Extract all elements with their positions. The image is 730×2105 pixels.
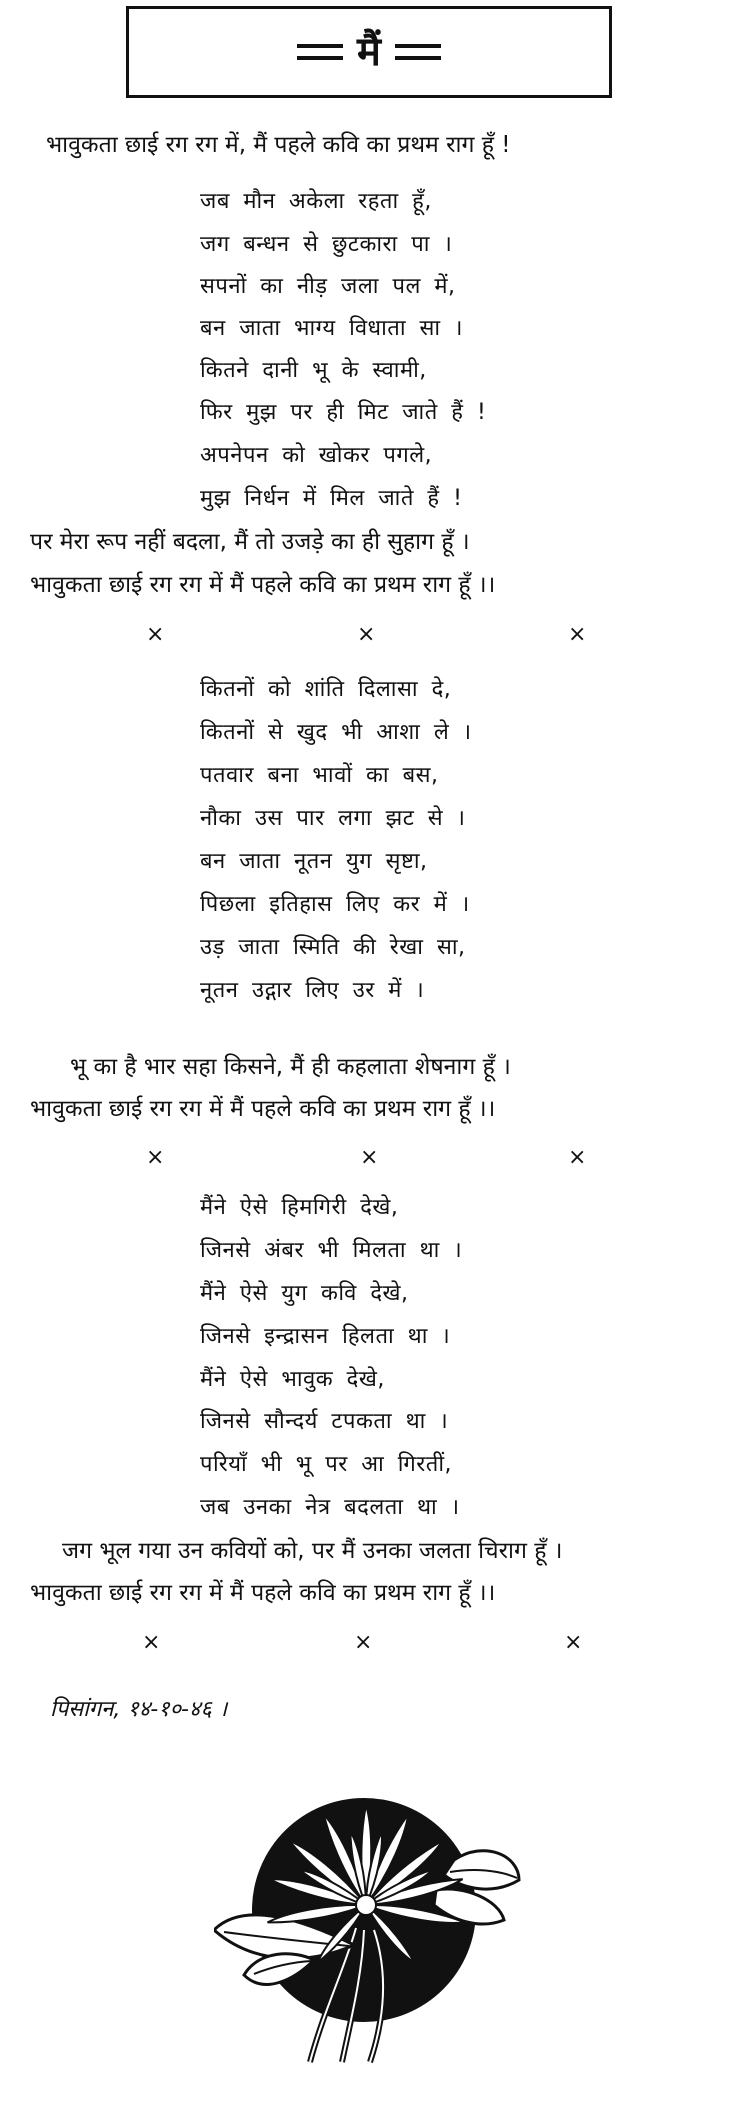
separator-mark: × bbox=[354, 1630, 373, 1655]
separator-mark: × bbox=[146, 622, 165, 647]
verse-line: नौका उस पार लगा झट से । bbox=[200, 806, 466, 831]
verse-line: जग बन्धन से छुटकारा पा । bbox=[200, 232, 453, 257]
place-date-signature: पिसांगन, १४-१०-४६ । bbox=[50, 1697, 228, 1722]
verse-line: पिछला इतिहास लिए कर में । bbox=[200, 892, 470, 917]
verse-line: परियाँ भी भू पर आ गिरतीं, bbox=[200, 1452, 453, 1477]
closing-line: पर मेरा रूप नहीं बदला, मैं तो उजड़े का ही सुहाग हूँ । bbox=[30, 529, 470, 555]
refrain-line: भावुकता छाई रग रग में मैं पहले कवि का प्रथम राग हूँ ।। bbox=[30, 1580, 496, 1606]
refrain-line: भावुकता छाई रग रग में मैं पहले कवि का प्रथम राग हूँ ।। bbox=[30, 1096, 496, 1122]
verse-line: बन जाता नूतन युग सृष्टा, bbox=[200, 849, 428, 874]
verse-line: पतवार बना भावों का बस, bbox=[200, 763, 439, 788]
title-dash-right bbox=[395, 44, 441, 60]
verse-line: जिनसे सौन्दर्य टपकता था । bbox=[200, 1409, 449, 1434]
verse-line: नूतन उद्गार लिए उर में । bbox=[200, 978, 425, 1003]
title-box bbox=[126, 6, 612, 98]
verse-line: जिनसे अंबर भी मिलता था । bbox=[200, 1238, 463, 1263]
verse-line: मैंने ऐसे हिमगिरी देखे, bbox=[200, 1195, 399, 1220]
verse-line: कितनों को शांति दिलासा दे, bbox=[200, 677, 452, 702]
closing-line: जग भूल गया उन कवियों को, पर मैं उनका जलता चिराग हूँ । bbox=[62, 1538, 563, 1564]
separator-mark: × bbox=[357, 622, 376, 647]
separator-mark: × bbox=[564, 1630, 583, 1655]
verse-line: बन जाता भाग्य विधाता सा । bbox=[200, 316, 463, 341]
refrain-line: भावुकता छाई रग रग में मैं पहले कवि का प्रथम राग हूँ ।। bbox=[30, 572, 496, 598]
verse-line: मैंने ऐसे युग कवि देखे, bbox=[200, 1281, 409, 1306]
title-dash-left bbox=[297, 44, 343, 60]
separator-mark: × bbox=[568, 622, 587, 647]
verse-line: मैंने ऐसे भावुक देखे, bbox=[200, 1367, 385, 1392]
verse-line: फिर मुझ पर ही मिट जाते हैं ! bbox=[200, 400, 487, 425]
verse-line: जब उनका नेत्र बदलता था । bbox=[200, 1495, 460, 1520]
flower-illustration-icon bbox=[214, 1770, 524, 2074]
poem-title: मैं bbox=[357, 29, 381, 75]
verse-line: जिनसे इन्द्रासन हिलता था । bbox=[200, 1324, 451, 1349]
refrain-line: भावुकता छाई रग रग में, मैं पहले कवि का प्रथम राग हूँ ! bbox=[46, 132, 511, 158]
separator-mark: × bbox=[146, 1145, 165, 1170]
verse-line: जब मौन अकेला रहता हूँ, bbox=[200, 189, 432, 214]
verse-line: कितनों से खुद भी आशा ले । bbox=[200, 720, 472, 745]
separator-mark: × bbox=[360, 1145, 379, 1170]
verse-line: उड़ जाता स्मिति की रेखा सा, bbox=[200, 935, 466, 960]
separator-mark: × bbox=[142, 1630, 161, 1655]
separator-mark: × bbox=[568, 1145, 587, 1170]
closing-line: भू का है भार सहा किसने, मैं ही कहलाता शेषनाग हूँ । bbox=[70, 1054, 511, 1080]
verse-line: सपनों का नीड़ जला पल में, bbox=[200, 274, 456, 299]
verse-line: अपनेपन को खोकर पगले, bbox=[200, 443, 433, 468]
verse-line: कितने दानी भू के स्वामी, bbox=[200, 358, 427, 383]
verse-line: मुझ निर्धन में मिल जाते हैं ! bbox=[200, 486, 463, 511]
